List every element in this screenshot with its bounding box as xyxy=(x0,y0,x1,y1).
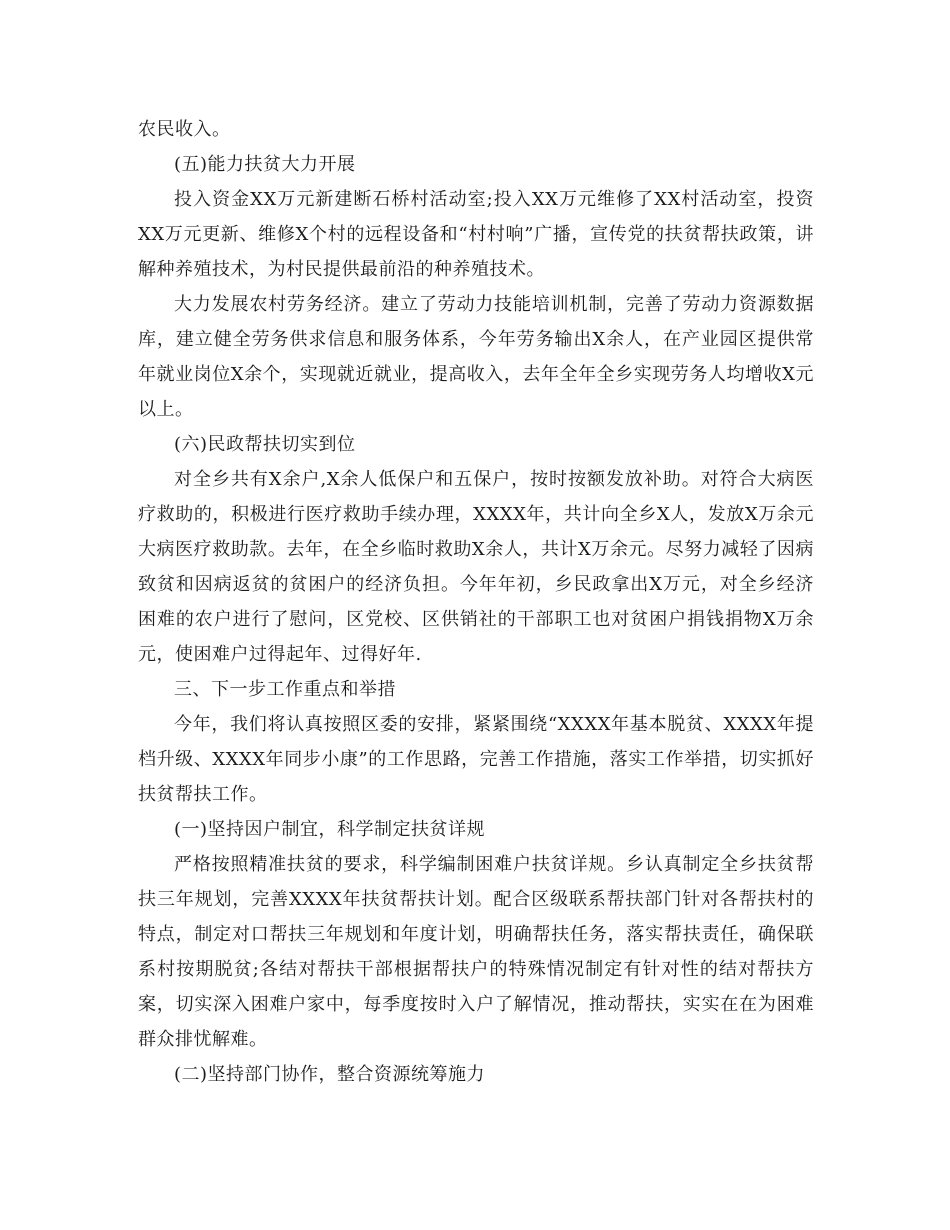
paragraph: 对全乡共有X余户,X余人低保户和五保户，按时按额发放补助。对符合大病医疗救助的，积极进行医疗救助手续办理，XXXX年，共计向全乡X人，发放X万余元大病医疗救助款。去年，在全乡临时救助X余人，共计X万余元。尽努力减轻了因病致贫和因病返贫的贫困户的经济负担。今年年初，乡民政拿出X万元，对全乡经济困难的农户进行了慰问，区党校、区供销社的干部职工也对贫困户捐钱捐物X万余元，使困难户过得起年、过得好年. xyxy=(138,469,814,665)
paragraph: 今年，我们将认真按照区委的安排，紧紧围绕“XXXX年基本脱贫、XXXX年提档升级、XXXX年同步小康”的工作思路，完善工作措施，落实工作举措，切实抓好扶贫帮扶工作。 xyxy=(138,714,814,805)
section-heading: (二)坚持部门协作，整合资源统筹施力 xyxy=(174,1064,486,1085)
document-body xyxy=(138,112,814,1092)
section-heading: (一)坚持因户制宜，科学制定扶贫详规 xyxy=(174,819,486,840)
section-heading: (五)能力扶贫大力开展 xyxy=(174,154,356,175)
section-heading: (六)民政帮扶切实到位 xyxy=(174,434,356,455)
paragraph: 严格按照精准扶贫的要求，科学编制困难户扶贫详规。乡认真制定全乡扶贫帮扶三年规划，完善XXXX年扶贫帮扶计划。配合区级联系帮扶部门针对各帮扶村的特点，制定对口帮扶三年规划和年度计划，明确帮扶任务，落实帮扶责任，确保联系村按期脱贫;各结对帮扶干部根据帮扶户的特殊情况制定有针对性的结对帮扶方案，切实深入困难户家中，每季度按时入户了解情况，推动帮扶，实实在在为困难群众排忧解难。 xyxy=(138,854,814,1050)
paragraph: 大力发展农村劳务经济。建立了劳动力技能培训机制，完善了劳动力资源数据库，建立健全劳务供求信息和服务体系，今年劳务输出X余人，在产业园区提供常年就业岗位X余个，实现就近就业，提高收入，去年全年全乡实现劳务人均增收X元以上。 xyxy=(138,294,814,420)
section-heading: 三、下一步工作重点和举措 xyxy=(174,679,396,700)
paragraph: 农民收入。 xyxy=(138,119,231,140)
paragraph: 投入资金XX万元新建断石桥村活动室;投入XX万元维修了XX村活动室，投资XX万元更新、维修X个村的远程设备和“村村响”广播，宣传党的扶贫帮扶政策，讲解种养殖技术，为村民提供最前沿的种养殖技术。 xyxy=(138,189,814,280)
